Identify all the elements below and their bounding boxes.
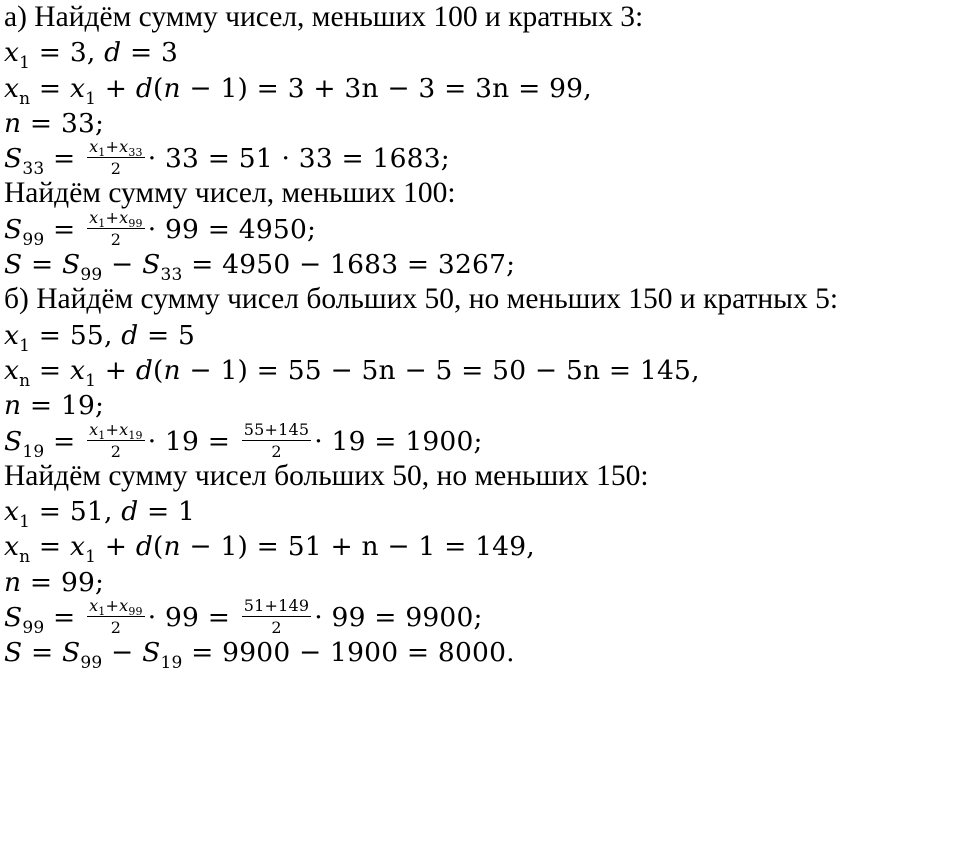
part-b-d-value: 5 [178, 319, 196, 351]
part-b-d-value2: 1 [178, 496, 196, 528]
part-b-frac-sub: 19 [128, 428, 143, 442]
part-a-x1-value: 3 [69, 37, 87, 69]
part-b-diff-sub1: 99 [80, 653, 103, 674]
part-a-sum-rhs: · 33 = 51 · 33 = 1683; [147, 143, 450, 175]
part-b-n-value2: 99; [60, 566, 105, 598]
part-b-sum-mid: · 19 = [147, 425, 231, 457]
part-b-x1-value: 55 [69, 319, 104, 351]
part-a-diff-sub1: 99 [80, 265, 103, 286]
part-a-frac-sub: 33 [128, 146, 143, 160]
part-a-diff-sub2: 33 [160, 265, 183, 286]
part-b-frac-den: 2 [110, 441, 122, 461]
part-a-n-value: 33; [60, 107, 105, 139]
part-b-s99-mid: · 99 = [147, 602, 231, 634]
part-b-n-line: n = 19; [4, 390, 105, 422]
part-b-s99-sub: 99 [22, 618, 45, 639]
part-b-s99-fraction2 [242, 598, 312, 636]
part-a-xn-rhs: 3 + 3n − 3 = 3n = 99, [287, 72, 592, 104]
part-b-header2: Найдём сумму чисел больших 50, но меньших 150: [4, 459, 649, 492]
part-a-sum-sub: 33 [22, 159, 45, 180]
part-b-x1-value2: 51 [69, 496, 104, 528]
part-b-xn-rhs: 55 − 5n − 5 = 50 − 5n = 145, [287, 354, 700, 386]
part-a-diff-line: $S = S_{99} - S_{33} = 4950 - 1683 = 3267$; [4, 249, 516, 286]
part-a-diff-rhs: = 4950 − 1683 = 3267; [191, 249, 516, 281]
part-b-xn-rhs2: 51 + n − 1 = 149, [287, 531, 535, 563]
part-a-header: а) Найдём сумму чисел, меньших 100 и кратных 3: [4, 1, 644, 33]
part-a-d-value: 3 [160, 37, 179, 69]
part-a-s99-line: $S_{99}$ = $\frac{x_1+x_{99}}{2}$ · 99 = 4950; [4, 207, 317, 250]
part-b-xn-line2: $x_n = x_1 + d(n - 1) = 51 + n - 1 = 149$, [4, 531, 535, 568]
part-b-x1-line2: $x_1 = 51$, d = 1 [4, 496, 196, 533]
part-a-xn-line: $x_n = x_1 + d(n - 1) = 3 + 3n - 3 = 3n = 99$, [4, 72, 592, 109]
part-a-x1-line: $x_1 = 3$, d = 3 [4, 37, 179, 74]
part-a-s99-rhs: · 99 = 4950; [147, 213, 317, 245]
part-b-diff-rhs: = 9900 − 1900 = 8000. [191, 637, 515, 669]
part-b-s99-frac2-num: 51+149 [243, 596, 310, 616]
part-b-s99-frac2-den: 2 [271, 618, 282, 638]
part-a-frac-den: 2 [110, 159, 122, 179]
part-a-s99-frac-den: 2 [110, 229, 122, 249]
part-b-sum-fraction: $\frac{x_1+x_{19}}{2}$ [89, 419, 143, 461]
part-b-s99-frac-den: 2 [110, 618, 122, 638]
part-b-frac2-num: 55+145 [243, 419, 310, 439]
part-b-s99-line: $S_{99}$ = $\frac{x_1+x_{99}}{2}$ · 99 = $\frac{51+149}{2}$ · 99 = 9900; [4, 596, 483, 639]
part-b-s99-fraction: $\frac{x_1+x_{99}}{2}$ [89, 596, 143, 638]
part-b-sum-line: $S_{19}$ = $\frac{x_1+x_{19}}{2}$ · 19 = $\frac{55+145}{2}$ · 19 = 1900; [4, 419, 483, 462]
part-b-sum-sub: 19 [22, 441, 45, 462]
part-b-diff-line: $S = S_{99} - S_{19} = 9900 - 1900 = 8000$. [4, 637, 515, 674]
part-b-s99-rhs: · 99 = 9900; [314, 602, 483, 634]
part-b-xn-line: $x_n = x_1 + d(n - 1) = 55 - 5n - 5 = 50 - 5n = 145$, [4, 354, 700, 391]
part-b-sum-fraction2 [242, 419, 312, 461]
part-b-diff-sub2: 19 [160, 653, 183, 674]
part-a-s99-frac-sub: 99 [128, 216, 143, 230]
part-a-s99-sub: 99 [22, 229, 45, 250]
part-a-sum-fraction: $\frac{x_1+x_{33}}{2}$ [89, 137, 143, 179]
part-b-n-line2: n = 99; [4, 566, 105, 598]
part-a-s99-fraction: $\frac{x_1+x_{99}}{2}$ [89, 207, 143, 249]
part-b-x1-line: $x_1 = 55$, d = 5 [4, 319, 196, 356]
part-b-header: б) Найдём сумму чисел больших 50, но меньших 150 и кратных 5: [4, 283, 839, 316]
part-b-sum-rhs: · 19 = 1900; [314, 425, 483, 457]
part-b-n-value: 19; [60, 390, 105, 422]
part-b-s99-frac-sub: 99 [128, 605, 143, 619]
part-a-header2: Найдём сумму чисел, меньших 100: [4, 177, 456, 210]
part-a-n-line: n = 33; [4, 107, 105, 139]
part-a-sum-line: $S_{33}$ = $\frac{x_1+x_{33}}{2}$ · 33 = 51 · 33 = 1683; [4, 137, 450, 180]
part-b-frac2-den: 2 [271, 441, 282, 461]
